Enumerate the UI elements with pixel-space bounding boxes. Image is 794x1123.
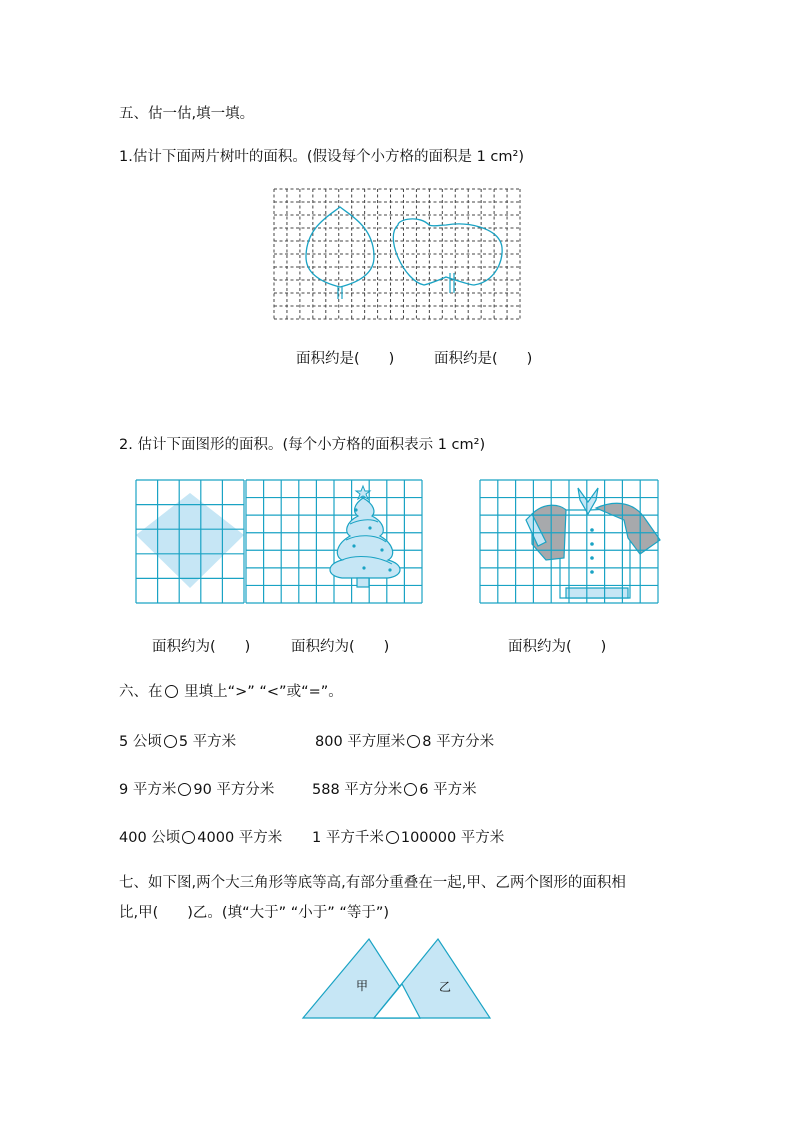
answer-circle[interactable] xyxy=(182,831,195,844)
question-1-prompt: 1.估计下面两片树叶的面积。(假设每个小方格的面积是 1 cm²) xyxy=(119,149,524,165)
christmas-tree xyxy=(330,498,400,587)
diamond-grid-figure xyxy=(136,480,246,605)
answer-circle[interactable] xyxy=(164,735,177,748)
right-leaf xyxy=(393,219,502,285)
diamond-shape xyxy=(136,493,244,588)
compare-row-1-right: 800 平方厘米 8 平方分米 xyxy=(315,734,495,750)
jacket-body xyxy=(560,508,630,598)
section-7-line-1: 七、如下图,两个大三角形等底等高,有部分重叠在一起,甲、乙两个图形的面积相 xyxy=(119,875,626,891)
answer-circle[interactable] xyxy=(407,735,420,748)
section-6-heading: 六、在 里填上“>” “<”或“=”。 xyxy=(119,684,343,700)
jacket-grid-figure xyxy=(480,480,660,605)
answer-circle[interactable] xyxy=(178,783,191,796)
compare-row-2-right: 588 平方分米 6 平方米 xyxy=(312,782,477,798)
tree-grid-figure xyxy=(246,480,424,605)
compare-row-3-right: 1 平方千米 100000 平方米 xyxy=(312,830,505,846)
left-leaf xyxy=(306,207,374,287)
figure-1-answer: 面积约为( ) xyxy=(152,639,251,655)
figure-2-answer: 面积约为( ) xyxy=(291,639,390,655)
compare-row-1-left: 5 公顷 5 平方米 xyxy=(119,734,237,750)
compare-row-3-left: 400 公顷 4000 平方米 xyxy=(119,830,283,846)
label-yi: 乙 xyxy=(439,980,452,994)
jacket-hem xyxy=(566,588,628,598)
question-2-prompt: 2. 估计下面图形的面积。(每个小方格的面积表示 1 cm²) xyxy=(119,437,486,453)
right-leaf-stem xyxy=(450,273,454,293)
circle-icon xyxy=(165,685,178,698)
answer-circle[interactable] xyxy=(404,783,417,796)
leaf-grid-figure xyxy=(274,189,522,321)
label-jia: 甲 xyxy=(356,979,369,993)
compare-row-2-left: 9 平方米 90 平方分米 xyxy=(119,782,275,798)
answer-circle[interactable] xyxy=(386,831,399,844)
leaf-answer-left: 面积约是( ) xyxy=(296,351,395,367)
triangles-figure xyxy=(302,938,492,1020)
section-7-line-2: 比,甲( )乙。(填“大于” “小于” “等于”) xyxy=(119,905,390,921)
leaf-answer-right: 面积约是( ) xyxy=(434,351,533,367)
section-5-heading: 五、估一估,填一填。 xyxy=(119,106,255,122)
figure-3-answer: 面积约为( ) xyxy=(508,639,607,655)
